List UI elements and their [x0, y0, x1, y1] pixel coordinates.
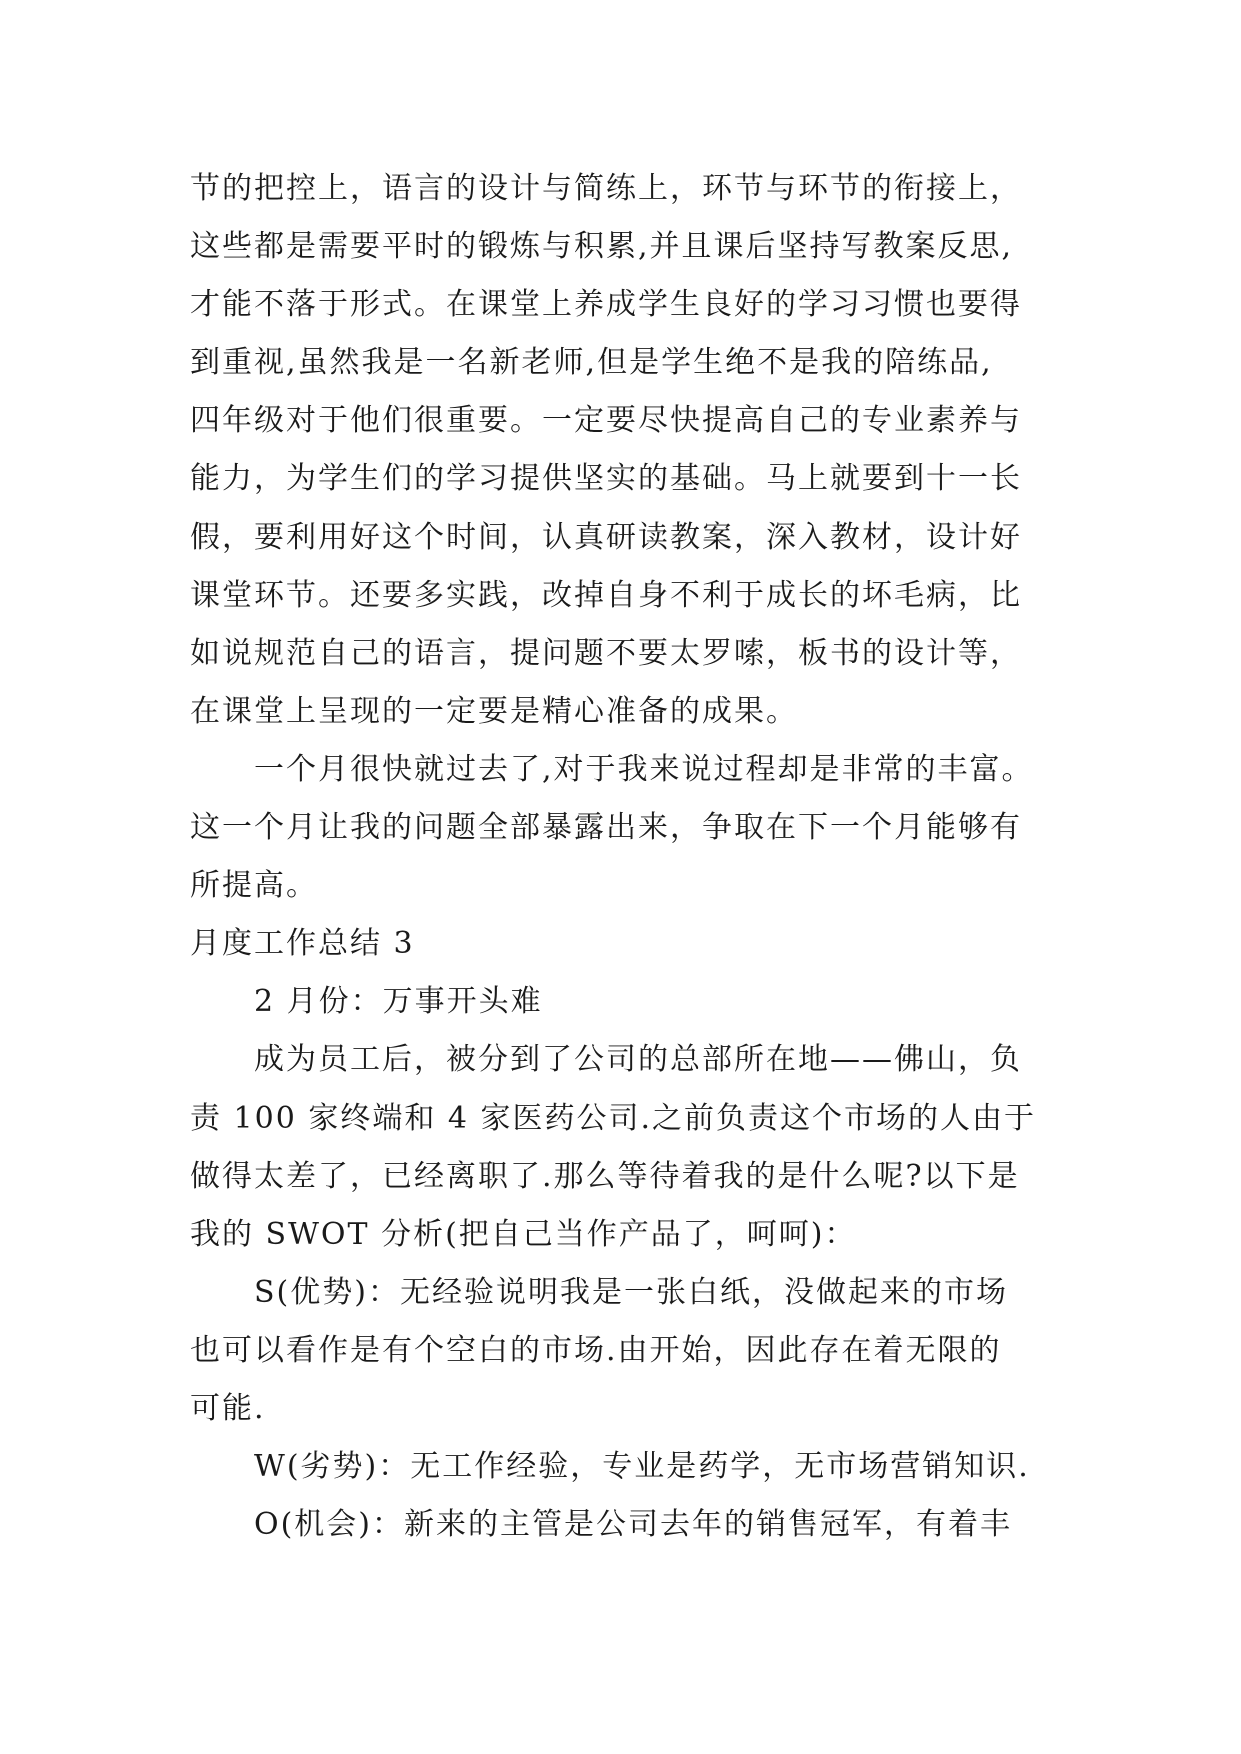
text-line: 可能.: [190, 1390, 266, 1426]
text-line: 这些都是需要平时的锻炼与积累,并且课后坚持写教案反思,: [190, 229, 1014, 265]
text-line: 我的 SWOT 分析(把自己当作产品了，呵呵)：: [190, 1216, 857, 1252]
text-line: 月度工作总结 3: [190, 926, 415, 962]
text-line: 一个月很快就过去了,对于我来说过程却是非常的丰富。: [254, 751, 1034, 787]
text-line: 责 100 家终端和 4 家医药公司.之前负责这个市场的人由于: [190, 1100, 1037, 1136]
text-line: 如说规范自己的语言，提问题不要太罗嗦，板书的设计等，: [190, 635, 1022, 671]
text-line: 这一个月让我的问题全部暴露出来，争取在下一个月能够有: [190, 810, 1022, 846]
text-line: 做得太差了，已经离职了.那么等待着我的是什么呢?以下是: [190, 1158, 1020, 1194]
text-line: 假，要利用好这个时间，认真研读教案，深入教材，设计好: [190, 519, 1022, 555]
document-body: [190, 160, 1090, 1554]
text-line: 也可以看作是有个空白的市场.由开始，因此存在着无限的: [190, 1332, 1002, 1368]
text-line: 在课堂上呈现的一定要是精心准备的成果。: [190, 693, 798, 729]
text-line: 课堂环节。还要多实践，改掉自身不利于成长的坏毛病，比: [190, 577, 1022, 613]
text-line: S(优势)：无经验说明我是一张白纸，没做起来的市场: [254, 1274, 1008, 1310]
text-line: 能力，为学生们的学习提供坚实的基础。马上就要到十一长: [190, 461, 1022, 497]
text-line: 节的把控上，语言的设计与简练上，环节与环节的衔接上，: [190, 171, 1022, 206]
text-line: W(劣势)：无工作经验，专业是药学，无市场营销知识.: [254, 1449, 1030, 1485]
text-line: 2 月份：万事开头难: [254, 984, 543, 1020]
text-line: 四年级对于他们很重要。一定要尽快提高自己的专业素养与: [190, 403, 1022, 439]
text-line: 到重视,虽然我是一名新老师,但是学生绝不是我的陪练品,: [190, 345, 993, 381]
text-line: 成为员工后，被分到了公司的总部所在地——佛山，负: [254, 1042, 1022, 1078]
text-line: 所提高。: [190, 868, 318, 904]
text-line: O(机会)：新来的主管是公司去年的销售冠军，有着丰: [254, 1507, 1013, 1543]
text-line: 才能不落于形式。在课堂上养成学生良好的学习习惯也要得: [190, 287, 1022, 323]
